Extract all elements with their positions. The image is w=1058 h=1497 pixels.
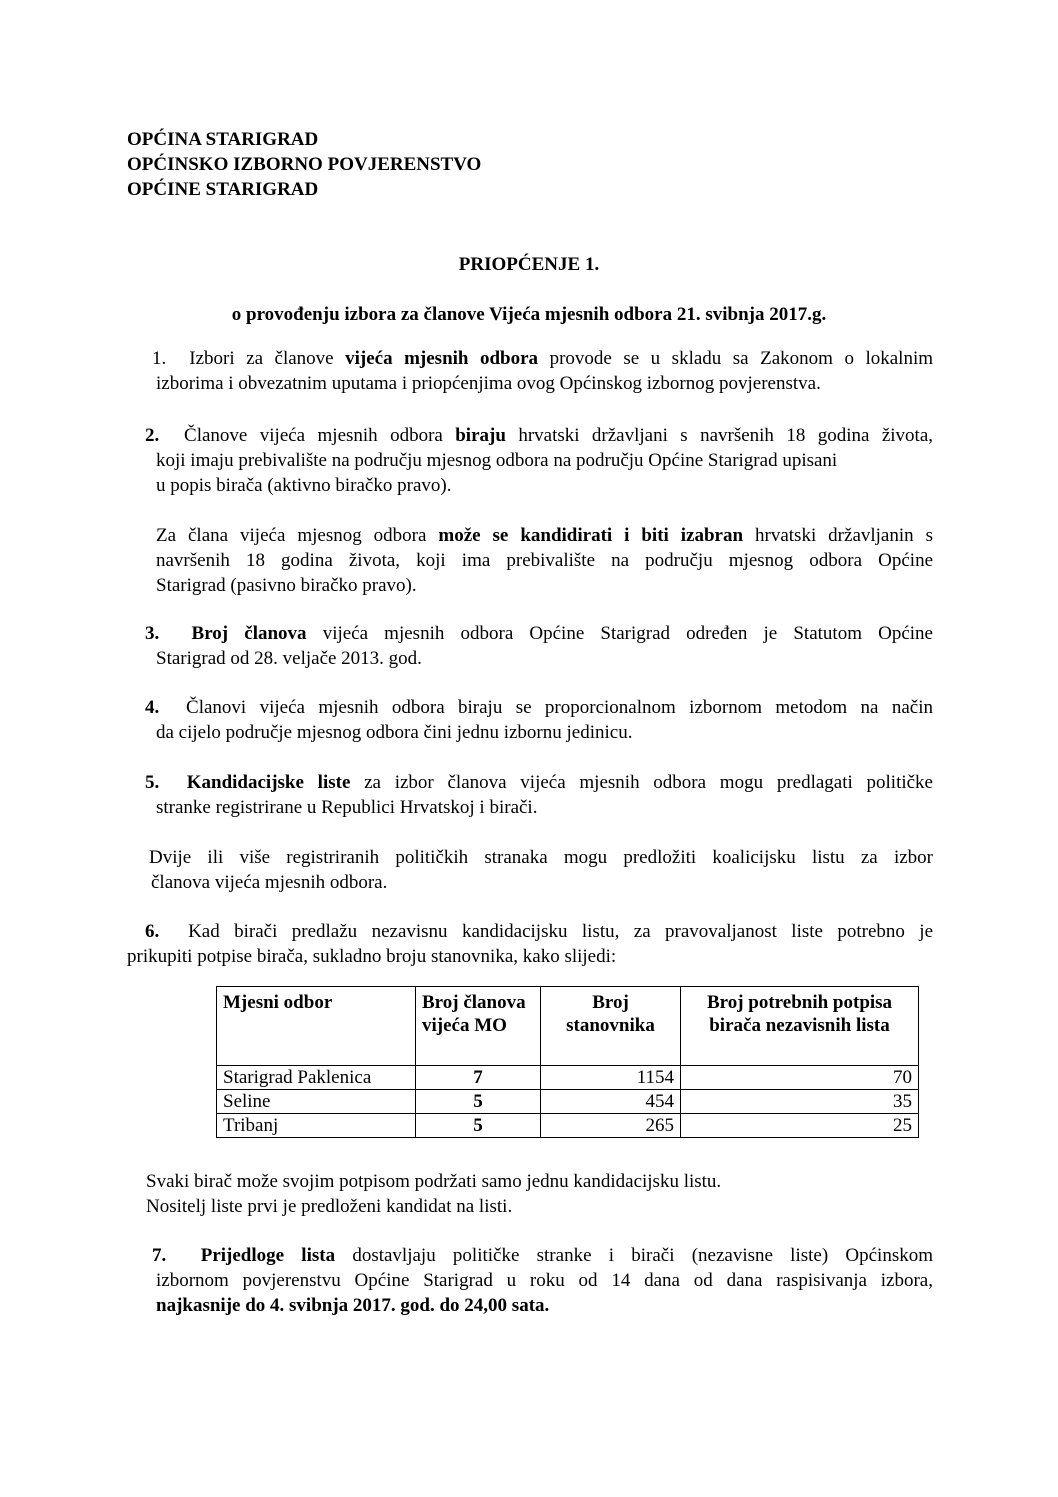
note-1: Svaki birač može svojim potpisom podržati samo jednu kandidacijsku listu. xyxy=(146,1171,722,1192)
paragraph-1-line-2: izborima i obvezatnim uputama i priopćenjima ovog Općinskog izbornog povjerenstva. xyxy=(156,373,821,394)
text: hrvatski državljani s navršenih 18 godina života, xyxy=(505,425,934,446)
paragraph-6 xyxy=(145,920,933,944)
paragraph-number: 5. xyxy=(145,772,160,793)
document-title: PRIOPĆENJE 1. xyxy=(458,254,600,275)
header-text: Mjesni odbor xyxy=(223,992,333,1013)
table-row xyxy=(217,1090,919,1114)
text: Članovi vijeća mjesnih odbora biraju se proporcionalnom izbornom metodom na način xyxy=(186,697,933,718)
paragraph-2b-line-3: Starigrad (pasivno biračko pravo). xyxy=(156,575,417,596)
paragraph-4-line-2: da cijelo područje mjesnog odbora čini jednu izbornu jedinicu. xyxy=(156,722,633,743)
paragraph-number: 4. xyxy=(145,697,160,718)
header-broj-stanovnika xyxy=(541,987,681,1066)
paragraph-5 xyxy=(145,771,933,795)
paragraph-6-line-2: prikupiti potpise birača, sukladno broju stanovnika, kako slijedi: xyxy=(127,946,617,967)
paragraph-3-line-2: Starigrad od 28. veljače 2013. god. xyxy=(156,648,422,669)
header-line-1: OPĆINA STARIGRAD xyxy=(127,129,319,150)
text: vijeća mjesnih odbora Općine Starigrad određen je Statutom Općine xyxy=(306,623,933,644)
text: Članove vijeća mjesnih odbora xyxy=(184,425,456,446)
paragraph-2 xyxy=(145,424,933,448)
cell-name: Seline xyxy=(217,1090,416,1114)
text: hrvatski državljanin s xyxy=(743,525,933,546)
paragraph-number: 6. xyxy=(145,921,160,942)
cell-members: 5 xyxy=(416,1114,541,1138)
bold-text: vijeća mjesnih odbora xyxy=(345,348,539,369)
bold-text: može se kandidirati i biti izabran xyxy=(438,525,744,546)
cell-signatures: 70 xyxy=(681,1066,919,1090)
paragraph-2-line-3: u popis birača (aktivno biračko pravo). xyxy=(156,475,452,496)
header-broj-potpisa xyxy=(681,987,919,1066)
cell-members: 5 xyxy=(416,1090,541,1114)
paragraph-7-line-2: izbornom povjerenstvu Općine Starigrad u roku od 14 dana od dana raspisivanja izbora, xyxy=(156,1270,933,1291)
cell-signatures: 35 xyxy=(681,1090,919,1114)
header-text: stanovnika xyxy=(566,1015,655,1036)
header-line-3: OPĆINE STARIGRAD xyxy=(127,179,319,200)
table-row xyxy=(217,1114,919,1138)
cell-name: Starigrad Paklenica xyxy=(217,1066,416,1090)
paragraph-1 xyxy=(152,347,933,371)
header-broj-clanova xyxy=(416,987,541,1066)
table-row xyxy=(217,1066,919,1090)
paragraph-7-line-3: najkasnije do 4. svibnja 2017. god. do 24,00 sata. xyxy=(156,1295,550,1316)
header-text: vijeća MO xyxy=(422,1015,507,1036)
header-line-2: OPĆINSKO IZBORNO POVJERENSTVO xyxy=(127,154,482,175)
text: Za člana vijeća mjesnog odbora xyxy=(156,525,439,546)
paragraph-2b-line-2: navršenih 18 godina života, koji ima prebivalište na području mjesnog odbora Općine xyxy=(156,550,933,571)
paragraph-7 xyxy=(152,1244,933,1268)
cell-population: 1154 xyxy=(541,1066,681,1090)
header-text: Broj xyxy=(592,992,629,1013)
cell-name: Tribanj xyxy=(217,1114,416,1138)
paragraph-5b: Dvije ili više registriranih političkih stranaka mogu predložiti koalicijsku listu za izbor xyxy=(149,847,933,868)
document-subtitle: o provođenju izbora za članove Vijeća mjesnih odbora 21. svibnja 2017.g. xyxy=(231,304,827,325)
note-2: Nositelj liste prvi je predloženi kandidat na listi. xyxy=(146,1196,513,1217)
bold-text: Kandidacijske liste xyxy=(186,772,351,793)
header-text: Broj članova xyxy=(422,992,526,1013)
text: provode se u skladu sa Zakonom o lokalnim xyxy=(538,348,934,369)
text: dostavljaju političke stranke i birači (nezavisne liste) Općinskom xyxy=(335,1245,934,1266)
text: Izbori za članove xyxy=(189,348,346,369)
paragraph-number: 1. xyxy=(152,348,167,369)
paragraph-5-line-2: stranke registrirane u Republici Hrvatskoj i birači. xyxy=(156,797,538,818)
signatures-table xyxy=(216,986,919,1138)
header-text: Broj potrebnih potpisa xyxy=(706,992,893,1013)
paragraph-2b xyxy=(156,524,933,548)
bold-text: Broj članova xyxy=(191,623,307,644)
cell-members: 7 xyxy=(416,1066,541,1090)
paragraph-number: 7. xyxy=(152,1245,167,1266)
bold-text: biraju xyxy=(455,425,506,446)
cell-population: 265 xyxy=(541,1114,681,1138)
text: Kad birači predlažu nezavisnu kandidacijsku listu, za pravovaljanost liste potrebno je xyxy=(188,921,934,942)
header-text: birača nezavisnih lista xyxy=(709,1015,890,1036)
paragraph-2-line-2: koji imaju prebivalište na području mjesnog odbora na području Općine Starigrad upisani xyxy=(156,450,838,471)
text: za izbor članova vijeća mjesnih odbora mogu predlagati političke xyxy=(350,772,933,793)
paragraph-4 xyxy=(145,696,933,720)
paragraph-number: 2. xyxy=(145,425,160,446)
header-mjesni-odbor xyxy=(217,987,416,1066)
cell-signatures: 25 xyxy=(681,1114,919,1138)
table-header-row xyxy=(217,987,919,1066)
paragraph-5b-line-2: članova vijeća mjesnih odbora. xyxy=(151,872,388,893)
paragraph-3 xyxy=(145,622,933,646)
bold-text: Prijedloge lista xyxy=(200,1245,336,1266)
paragraph-number: 3. xyxy=(145,623,160,644)
cell-population: 454 xyxy=(541,1090,681,1114)
